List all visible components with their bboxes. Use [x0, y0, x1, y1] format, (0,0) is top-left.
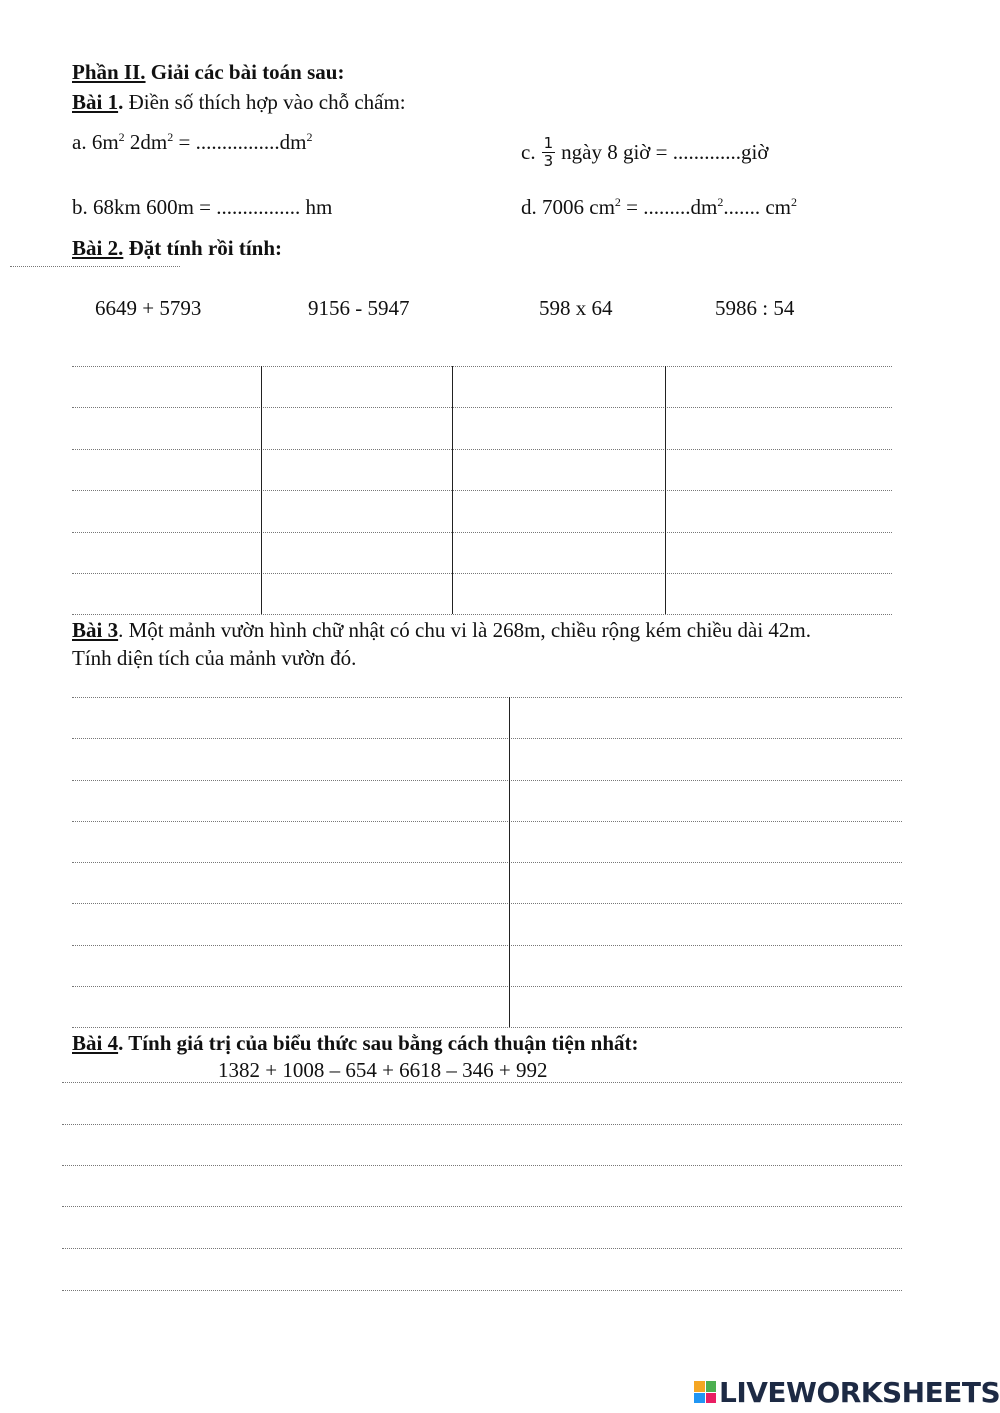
bai1-d-text-3: ....... cm: [723, 195, 791, 219]
bai1-item-b: b. 68km 600m = ................ hm: [72, 195, 333, 219]
answer-line: [72, 697, 902, 698]
answer-line: [72, 738, 902, 739]
answer-line: [62, 1248, 902, 1249]
bai3-line-1: . Một mảnh vườn hình chữ nhật có chu vi là 268m, chiều rộng kém chiều dài 42m.: [118, 618, 811, 642]
column-divider: [665, 366, 666, 614]
bai1-d-text-2: = .........dm: [620, 195, 718, 219]
answer-line: [62, 1290, 902, 1291]
logo-block: [694, 1381, 705, 1392]
bai1-item-d: [521, 195, 797, 219]
part-label: Phần II.: [72, 60, 146, 84]
column-divider: [261, 366, 262, 614]
answer-line: [62, 1165, 902, 1166]
answer-line: [72, 449, 892, 450]
logo-block: [694, 1393, 705, 1404]
logo-text: LIVEWORKSHEETS: [719, 1375, 1000, 1409]
answer-line: [72, 614, 892, 615]
part-title: Giải các bài toán sau:: [145, 60, 345, 84]
answer-line: [72, 490, 892, 491]
logo-blocks-icon: [694, 1381, 716, 1403]
bai1-label: Bài 1: [72, 90, 119, 114]
answer-line: [72, 1027, 902, 1028]
bai4-title: . Tính giá trị của biểu thức sau bằng cách thuận tiện nhất:: [118, 1031, 639, 1055]
answer-line: [72, 366, 892, 367]
answer-line: [62, 1206, 902, 1207]
bai1-heading: [72, 90, 406, 114]
answer-line: [72, 407, 892, 408]
divider: [10, 266, 180, 267]
answer-line: [72, 903, 902, 904]
bai2-heading: [72, 236, 282, 260]
fraction: [542, 135, 556, 170]
bai1-c-text: ngày 8 giờ = .............giờ: [561, 140, 769, 164]
bai2-problem-1: 6649 + 5793: [95, 296, 202, 320]
bai4-label: Bài 4: [72, 1031, 119, 1055]
answer-line: [62, 1124, 902, 1125]
answer-line: [62, 1082, 902, 1083]
answer-line: [72, 862, 902, 863]
fraction-numerator: 1: [543, 133, 554, 152]
answer-line: [72, 573, 892, 574]
bai3-line-2: Tính diện tích của mảnh vườn đó.: [72, 646, 357, 670]
logo-block: [706, 1393, 717, 1404]
superscript: 2: [614, 195, 621, 209]
bai2-problem-4: 5986 : 54: [715, 296, 795, 320]
bai2-problem-2: 9156 - 5947: [308, 296, 410, 320]
bai4-expression: 1382 + 1008 – 654 + 6618 – 346 + 992: [218, 1058, 548, 1082]
logo-block: [706, 1381, 717, 1392]
superscript: 2: [717, 195, 724, 209]
bai1-a-text-3: = ................dm: [173, 130, 307, 154]
superscript: 2: [118, 130, 125, 144]
bai2-label: Bài 2.: [72, 236, 124, 260]
column-divider: [509, 697, 510, 1027]
answer-line: [72, 532, 892, 533]
answer-line: [72, 780, 902, 781]
bai1-instruction: Điền số thích hợp vào chỗ chấm:: [123, 90, 406, 114]
bai3-label: Bài 3: [72, 618, 119, 642]
superscript: 2: [791, 195, 797, 209]
bai1-item-c: [521, 128, 768, 176]
column-divider: [452, 366, 453, 614]
liveworksheets-logo[interactable]: [694, 1375, 1000, 1409]
fraction-denominator: 3: [543, 151, 554, 170]
bai3-heading: [72, 618, 811, 642]
part-heading: [72, 60, 344, 84]
bai2-title: Đặt tính rồi tính:: [123, 236, 283, 260]
bai1-period: .: [118, 90, 124, 114]
answer-line: [72, 821, 902, 822]
superscript: 2: [306, 130, 313, 144]
bai1-item-a: [72, 130, 312, 154]
bai1-a-text-2: 2dm: [124, 130, 168, 154]
answer-line: [72, 986, 902, 987]
answer-line: [72, 945, 902, 946]
bai1-d-text-1: d. 7006 cm: [521, 195, 615, 219]
superscript: 2: [167, 130, 174, 144]
bai1-a-text-1: a. 6m: [72, 130, 119, 154]
bai1-c-label: c.: [521, 140, 536, 164]
bai2-problem-3: 598 x 64: [539, 296, 613, 320]
bai4-heading: [72, 1031, 639, 1055]
